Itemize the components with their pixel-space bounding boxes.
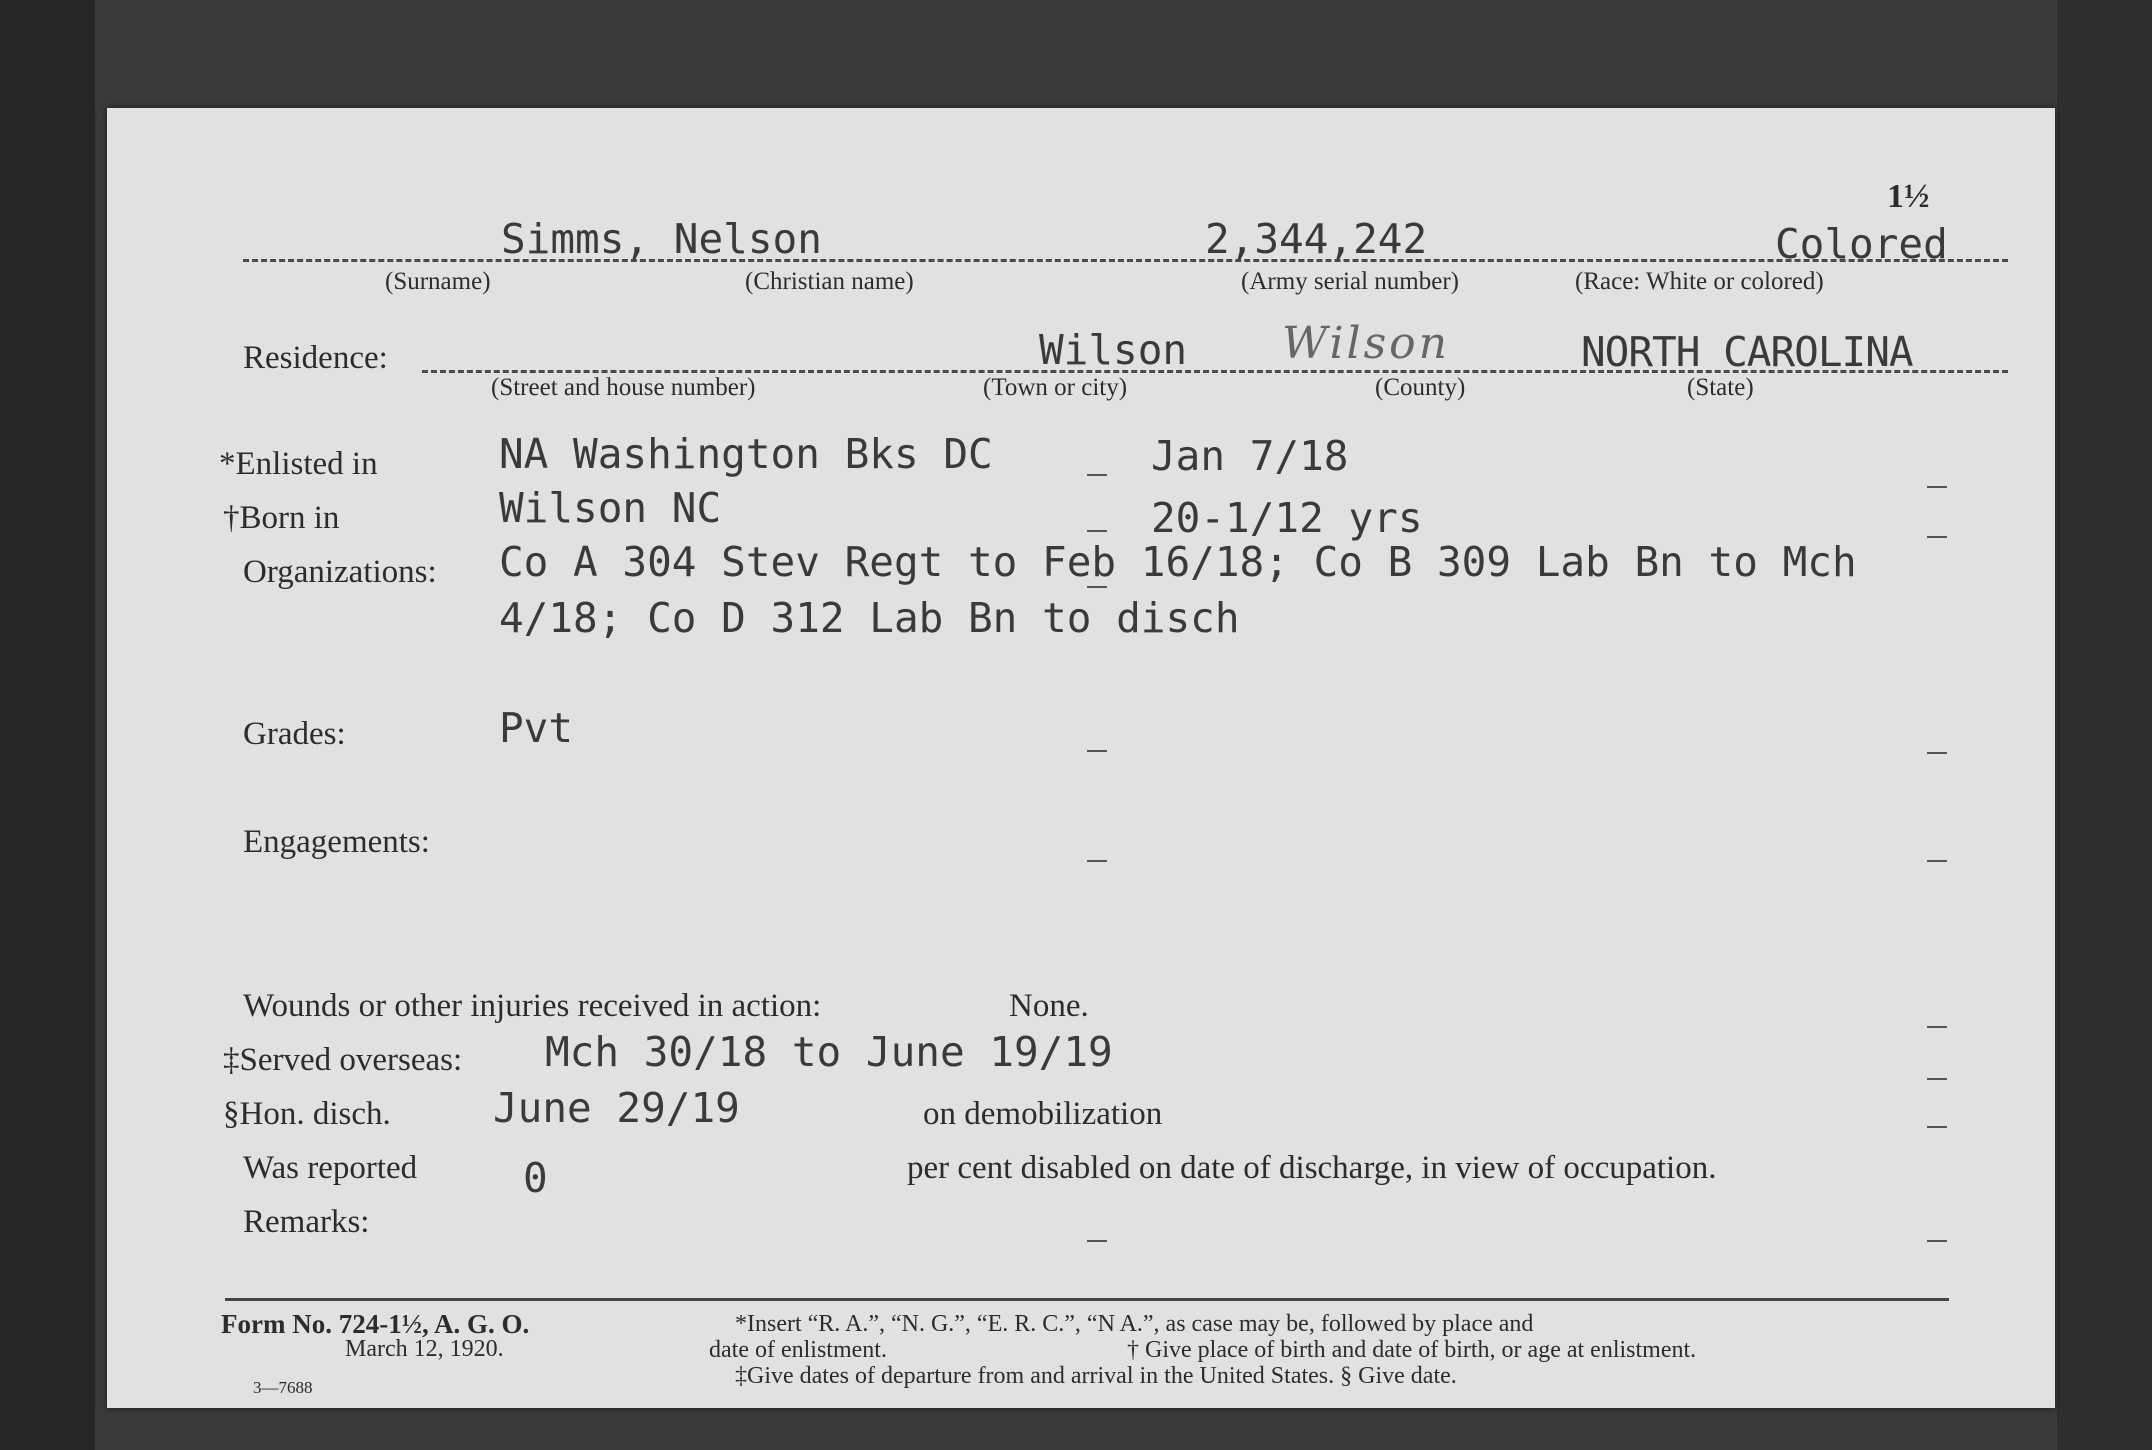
engagements-tick-mid [1087, 860, 1107, 862]
organizations-label: Organizations: [243, 554, 437, 590]
discharge-label: §Hon. disch. [223, 1096, 391, 1132]
born-tick-right [1927, 536, 1947, 538]
background-right [2057, 0, 2152, 1450]
remarks-tick-right [1927, 1240, 1947, 1242]
enlisted-label: *Enlisted in [219, 446, 378, 482]
wounds-label: Wounds or other injuries received in action: [243, 988, 822, 1024]
wounds-tick-right [1927, 1026, 1947, 1028]
serial-caption: (Army serial number) [1241, 268, 1459, 295]
state-caption: (State) [1687, 374, 1754, 401]
race-caption: (Race: White or colored) [1575, 268, 1824, 295]
fraction-mark: 1½ [1887, 178, 1930, 215]
grades-tick-right [1927, 752, 1947, 754]
serial-number-value: 2,344,242 [1205, 215, 1428, 263]
disability-text: per cent disabled on date of discharge, in view of occupation. [907, 1150, 1717, 1186]
remarks-label: Remarks: [243, 1204, 370, 1240]
born-label: †Born in [223, 500, 340, 536]
overseas-tick-right [1927, 1078, 1947, 1080]
form-number: Form No. 724-1½, A. G. O. [221, 1309, 530, 1339]
residence-town-value: Wilson [1039, 326, 1188, 374]
county-caption: (County) [1375, 374, 1466, 401]
discharge-date-value: June 29/19 [493, 1084, 740, 1132]
wounds-value: None. [1009, 988, 1089, 1024]
born-place-value: Wilson NC [499, 484, 722, 532]
remarks-tick-mid [1087, 1240, 1107, 1242]
residence-state-value: NORTH CAROLINA [1581, 328, 1913, 376]
overseas-value: Mch 30/18 to June 19/19 [545, 1028, 1113, 1076]
enlisted-date-value: Jan 7/18 [1151, 432, 1349, 480]
footer-note-3: † Give place of birth and date of birth, or age at enlistment. [1127, 1337, 1697, 1363]
residence-county-handwritten: Wilson [1282, 318, 1451, 369]
engagements-tick-right [1927, 860, 1947, 862]
footer-note-2: date of enlistment. [709, 1337, 887, 1363]
enlisted-tick-mid [1087, 474, 1107, 476]
engagements-label: Engagements: [243, 824, 430, 860]
enlisted-place-value: NA Washington Bks DC [499, 430, 993, 478]
disability-label: Was reported [243, 1150, 418, 1186]
town-caption: (Town or city) [983, 374, 1128, 401]
surname-caption: (Surname) [385, 268, 491, 295]
born-age-value: 20-1/12 yrs [1151, 494, 1423, 542]
born-tick-mid [1087, 530, 1107, 532]
footer-rule [225, 1298, 1949, 1301]
footer-note-4: ‡Give dates of departure from and arrival in the United States. § Give date. [735, 1363, 1457, 1389]
form-code: 3—7688 [253, 1378, 313, 1397]
enlisted-tick-right [1927, 486, 1947, 488]
background-left [0, 0, 95, 1450]
service-record-card [107, 108, 2055, 1408]
residence-label: Residence: [243, 340, 388, 376]
footer-note-1: *Insert “R. A.”, “N. G.”, “E. R. C.”, “N A.”, as case may be, followed by place and [735, 1311, 1534, 1337]
grades-value: Pvt [499, 704, 574, 752]
discharge-tick-right [1927, 1126, 1947, 1128]
form-date: March 12, 1920. [345, 1336, 504, 1362]
disability-value: 0 [523, 1154, 548, 1202]
overseas-label: ‡Served overseas: [223, 1042, 463, 1078]
discharge-reason: on demobilization [923, 1096, 1163, 1132]
race-value: Colored [1775, 220, 1948, 268]
grades-label: Grades: [243, 716, 346, 752]
organizations-line2: 4/18; Co D 312 Lab Bn to disch [499, 594, 1240, 642]
grades-tick-mid [1087, 750, 1107, 752]
organizations-tick-mid [1087, 586, 1107, 588]
christian-name-caption: (Christian name) [745, 268, 914, 295]
name-value: Simms, Nelson [501, 215, 822, 263]
organizations-line1: Co A 304 Stev Regt to Feb 16/18; Co B 309 Lab Bn to Mch [499, 538, 1857, 586]
street-caption: (Street and house number) [491, 374, 756, 401]
